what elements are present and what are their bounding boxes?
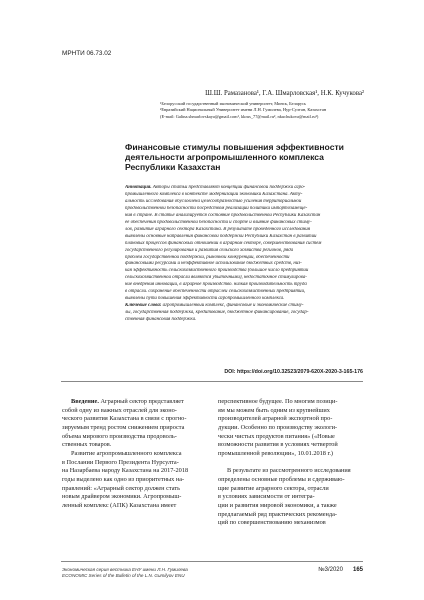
abstract-line: альность исследования обусловлена целесообразностью усиления территориальной	[125, 198, 302, 204]
mrnti-code: МРНТИ 06.73.02	[62, 50, 112, 57]
journal-name	[62, 567, 188, 579]
title-line: Финансовые стимулы повышения эффективности	[125, 142, 344, 152]
abstract-line: проблем государственной поддержки, рыночной конкуренции, обеспеченности	[125, 254, 290, 260]
section-divider	[61, 381, 363, 382]
keywords-line: лы, государственная поддержка, кредитование, бюджетное финансирование, государ-	[125, 310, 309, 316]
body-line: ям мы можем быть одним из крупнейших	[218, 406, 330, 414]
abstract-line: сельскохозяйственной отрасли являются убыточными), недостаточное стимулирова-	[125, 275, 307, 281]
abstract-line: Аннотация. Авторы статьи представляют концепции финансовой поддержки агро-	[125, 185, 306, 190]
journal-name-en: ECONOMIC Series of the Bulletin of the L.N. Gumilyov ENU	[62, 573, 185, 578]
body-line: ственных товаров.	[62, 441, 112, 449]
abstract-line: ние внедрения инноваций, в аграрное производство. низкая производительность труда	[125, 282, 307, 288]
body-line: перспективное будущее. По многим позици-	[218, 398, 338, 405]
footer-divider	[61, 561, 363, 562]
body-line: в Послании Первого Президента Нурсулта-	[62, 458, 179, 466]
body-line: Развитие агропромышленного комплекса	[71, 449, 182, 457]
body-line: чески чистых продуктов питания» («Новые	[218, 432, 335, 440]
abstract-line: продовольственной безопасности посредством реализации политики импортозамеще-	[125, 205, 308, 211]
body-line: определены основные проблемы и сдерживаю-	[218, 475, 345, 483]
body-line: промышленной революции», 10.01.2018 г.)	[218, 449, 334, 457]
journal-name-ru: Экономическая серия вестника ЕНУ имени Л.Н. Гумилева	[62, 567, 188, 572]
body-line: Введение. Аграрный сектор представляет	[71, 398, 184, 405]
article-title	[125, 142, 344, 172]
abstract-line: выявлены пути повышения эффективности агропромышленного комплекса.	[125, 296, 285, 302]
body-line: предлагаемый ряд практических рекоменда-	[218, 510, 337, 518]
body-line: ций по совершенствованию механизмов	[218, 519, 326, 527]
body-line: производителей аграрной экспортной про-	[218, 415, 333, 423]
abstract-line: её обеспечения продовольственной безопасности и спорте и влияние финансовых стиму-	[125, 219, 312, 225]
abstract-line: в отрасли. сохранение обеспеченности отраслей сельскохозяйственных предприятий,	[125, 289, 306, 295]
section-heading: Введение.	[71, 398, 99, 405]
abstract-line: финансовыми ресурсами и неэффективное использование бюджетных средств, низ-	[125, 261, 302, 267]
page-info	[318, 567, 363, 573]
title-line: деятельности агропромышленного комплекса	[125, 152, 324, 162]
body-line: правлений: «Аграрный сектор должен стать	[62, 484, 180, 492]
body-line: ленный комплекс (АПК) Казахстана имеет	[62, 501, 177, 509]
abstract-line: государственного регулирования и развития сельского хозяйства регионов, ряда	[125, 247, 294, 253]
abstract-block	[125, 185, 363, 324]
body-line: объема мирового производства продоволь-	[62, 432, 177, 440]
keywords-line: ственная финансовая поддержка.	[125, 317, 197, 323]
body-line: в условиях зависимости от интегра-	[218, 493, 315, 501]
abstract-line: кая эффективность сельскохозяйственного производства (большое число предприятий	[125, 268, 309, 274]
doi-link[interactable]: DOI: https://doi.org/10.32523/2079-620X-2020-3-165-176	[224, 369, 363, 375]
abstract-line: промышленного комплекса в контексте модернизации экономики Казахстана. Акту-	[125, 191, 303, 197]
keywords-line: Ключевые слова: агропромышленный комплекс, финансовые и экономические стиму-	[125, 303, 304, 309]
body-line: собой одну из важных отраслей для эконо-	[62, 406, 177, 414]
affiliations	[160, 101, 364, 120]
issue-number: №3/2020	[318, 567, 343, 573]
body-column-left	[62, 398, 207, 511]
body-line: на Назарбаева народу Казахстана на 2017-2018	[62, 467, 189, 475]
body-line: зируемым тренд ростом снижением прироста	[62, 423, 185, 431]
keywords-label: Ключевые слова:	[125, 303, 162, 309]
body-line: щие развитие аграрного сектора, отрасли	[218, 484, 329, 492]
body-line: новым драйвером экономики. Агропромыш-	[62, 493, 182, 501]
body-line: ческого развития Казахстана в связи с прогно-	[62, 415, 187, 423]
body-line: В результате из рассмотренного исследования	[227, 467, 351, 475]
abstract-label: Аннотация.	[125, 185, 152, 190]
body-line: ции и развития мировой экономики, а также	[218, 501, 337, 509]
abstract-line: лов, развитие аграрного сектора Казахстана. В результате проведенного исследования	[125, 226, 310, 232]
affiliation-line: (E-mail: Galina.shmarlovskaya@gmail.com¹, kkrus_77@mail.ru², nkuchukova@mail.ru³)	[160, 113, 319, 119]
body-line: дукции. Особенно по производству экологи-	[218, 423, 338, 431]
author-list: Ш.Ш. Рамазанова¹, Г.А. Шмарловская¹, Н.К. Кучукова²	[205, 90, 364, 97]
body-line	[218, 459, 363, 468]
body-line: возможности развития в условиях четвертой	[218, 441, 338, 449]
abstract-line: выявлены основные направления финансовой поддержки Республики Казахстан в развитии	[125, 233, 317, 239]
abstract-line: ния в стране. В статье анализируется состояние продовольственной Республики Казахстан	[125, 212, 321, 218]
title-line: Республики Казахстан	[125, 162, 221, 172]
affiliation-line: ²Евразийский Национальный Университет имени Л.Н. Гумилева, Нур-Султан, Казахстан	[160, 107, 327, 113]
body-line: годы выделено как одно из приоритетных на-	[62, 475, 185, 483]
page-number: 165	[352, 567, 363, 573]
abstract-line: плановых процессов финансовых отношений в аграрном секторе, совершенствования систем	[125, 240, 322, 246]
affiliation-line: ¹Белорусский государственный экономический университет, Минск, Беларусь	[160, 101, 307, 106]
body-column-right	[218, 398, 363, 528]
